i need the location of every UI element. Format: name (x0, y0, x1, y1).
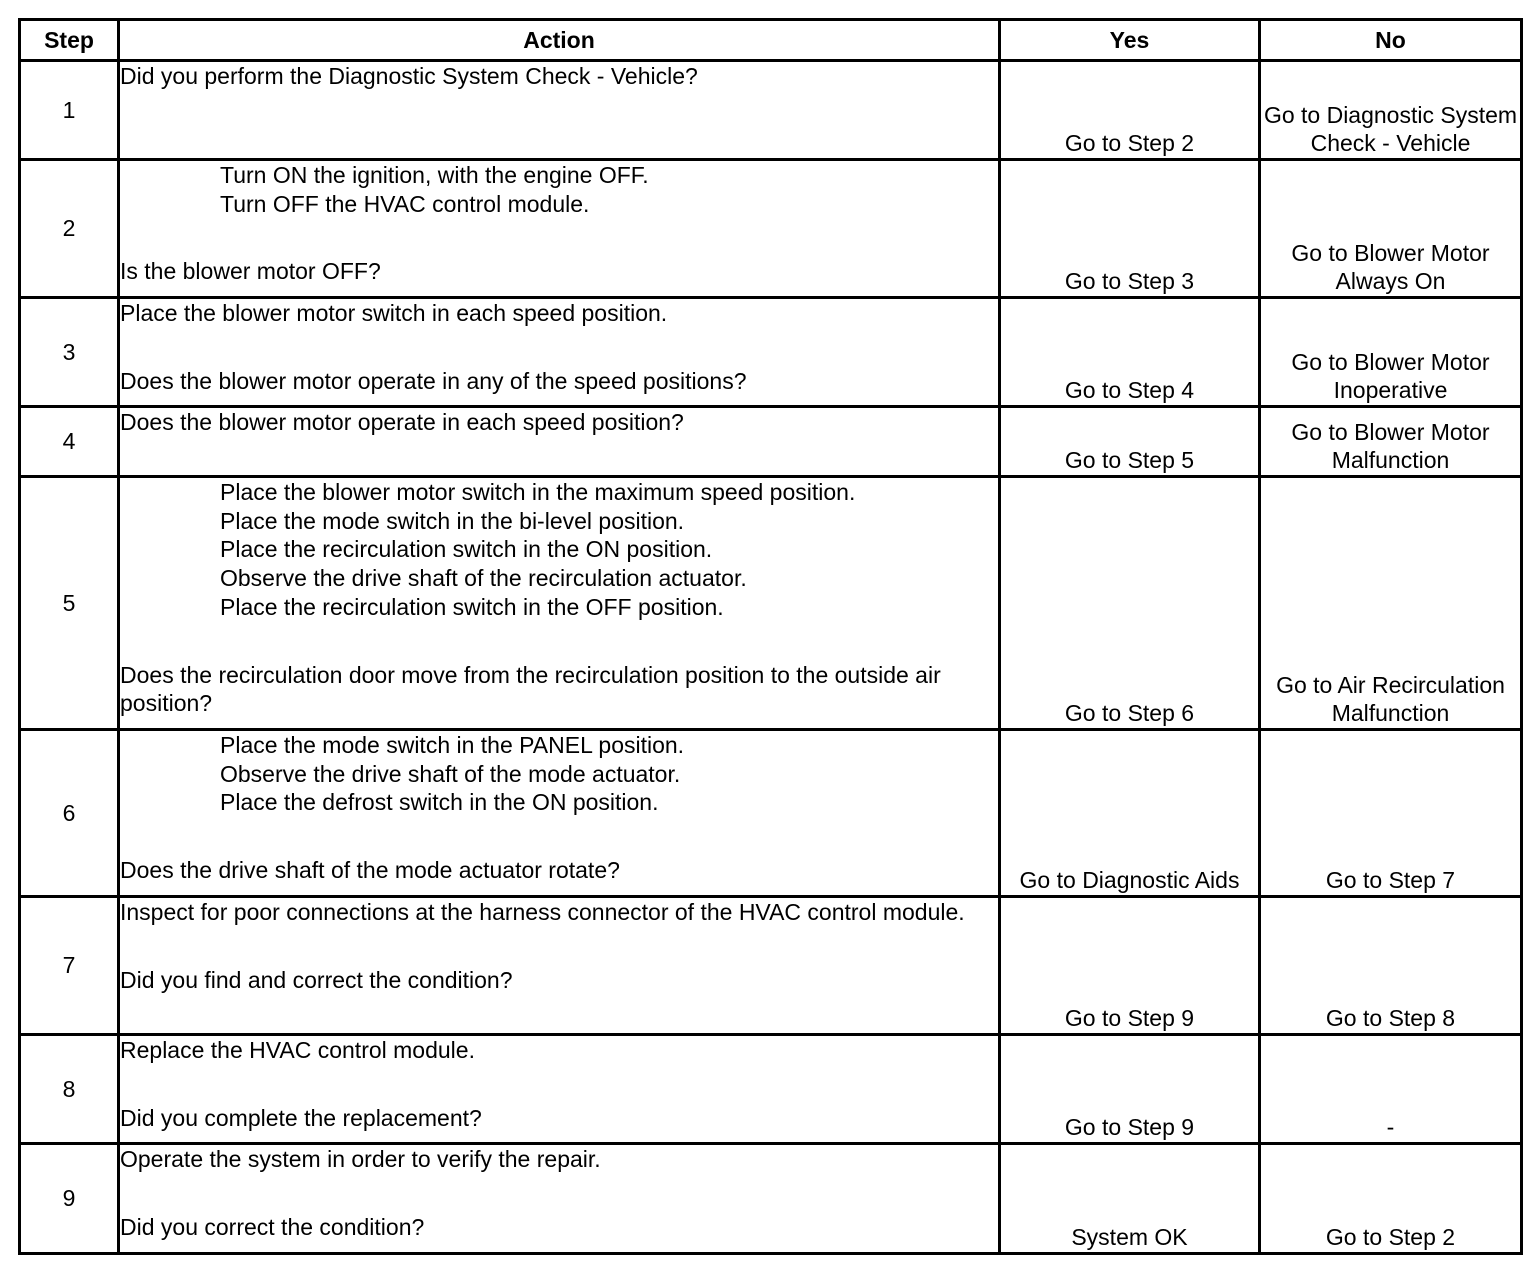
step-number: 5 (20, 477, 119, 730)
step-number: 1 (20, 61, 119, 160)
action-intro: Inspect for poor connections at the harness connector of the HVAC control module. (120, 899, 965, 925)
no-cell: Go to Blower Motor Malfunction (1260, 407, 1522, 477)
table-row (20, 407, 1522, 477)
action-question: Did you complete the replacement? (120, 1104, 482, 1131)
table-row (20, 730, 1522, 897)
step-number: 3 (20, 298, 119, 407)
action-cell (119, 897, 1000, 1035)
table-row (20, 477, 1522, 730)
action-bullet: Turn OFF the HVAC control module. (220, 190, 590, 217)
action-intro: Did you perform the Diagnostic System Check - Vehicle? (120, 63, 698, 89)
action-cell (119, 61, 1000, 160)
action-bullet: Turn ON the ignition, with the engine OFF. (220, 162, 649, 188)
table-row (20, 1144, 1522, 1254)
table-row (20, 298, 1522, 407)
action-cell (119, 1144, 1000, 1254)
table-row (20, 61, 1522, 160)
action-cell (119, 298, 1000, 407)
step-number: 2 (20, 160, 119, 298)
step-number: 7 (20, 897, 119, 1035)
step-number: 6 (20, 730, 119, 897)
action-cell (119, 407, 1000, 477)
yes-cell: Go to Step 5 (1000, 407, 1260, 477)
action-cell (119, 160, 1000, 298)
action-question: Is the blower motor OFF? (120, 258, 381, 285)
yes-cell: System OK (1000, 1144, 1260, 1254)
yes-cell: Go to Diagnostic Aids (1000, 730, 1260, 897)
action-cell (119, 477, 1000, 730)
header-step: Step (20, 20, 119, 61)
action-intro: Replace the HVAC control module. (120, 1037, 475, 1063)
action-bullet: Place the mode switch in the PANEL position. (220, 732, 685, 758)
no-cell: - (1260, 1035, 1522, 1144)
header-action: Action (119, 20, 1000, 61)
action-bullet: Place the mode switch in the bi-level position. (220, 507, 685, 534)
no-cell: Go to Step 8 (1260, 897, 1522, 1035)
action-question: Did you find and correct the condition? (120, 966, 513, 993)
action-intro: Does the blower motor operate in each speed position? (120, 409, 684, 435)
yes-cell: Go to Step 2 (1000, 61, 1260, 160)
action-bullet: Observe the drive shaft of the recirculation actuator. (220, 565, 747, 592)
action-bullet: Place the blower motor switch in the maximum speed position. (220, 479, 856, 505)
action-bullet: Observe the drive shaft of the mode actuator. (220, 760, 681, 787)
action-bullet: Place the recirculation switch in the ON position. (220, 536, 713, 563)
no-cell: Go to Blower Motor Inoperative (1260, 298, 1522, 407)
action-question: Did you correct the condition? (120, 1213, 425, 1240)
header-no: No (1260, 20, 1522, 61)
action-question: Does the recirculation door move from the recirculation position to the outside air position? (120, 661, 941, 717)
action-intro: Operate the system in order to verify the repair. (120, 1146, 601, 1172)
action-bullet: Place the defrost switch in the ON position. (220, 789, 659, 816)
step-number: 9 (20, 1144, 119, 1254)
action-intro: Place the blower motor switch in each speed position. (120, 300, 668, 326)
action-bullet: Place the recirculation switch in the OFF position. (220, 593, 724, 620)
yes-cell: Go to Step 9 (1000, 1035, 1260, 1144)
table-row (20, 1035, 1522, 1144)
no-cell: Go to Air Recirculation Malfunction (1260, 477, 1522, 730)
step-number: 4 (20, 407, 119, 477)
yes-cell: Go to Step 6 (1000, 477, 1260, 730)
yes-cell: Go to Step 4 (1000, 298, 1260, 407)
no-cell: Go to Diagnostic System Check - Vehicle (1260, 61, 1522, 160)
table-row (20, 897, 1522, 1035)
table-row (20, 160, 1522, 298)
action-question: Does the blower motor operate in any of the speed positions? (120, 367, 747, 394)
diagnostic-table (18, 18, 1523, 1255)
no-cell: Go to Step 7 (1260, 730, 1522, 897)
action-cell (119, 1035, 1000, 1144)
header-row (20, 20, 1522, 61)
no-cell: Go to Step 2 (1260, 1144, 1522, 1254)
no-cell: Go to Blower Motor Always On (1260, 160, 1522, 298)
action-cell (119, 730, 1000, 897)
yes-cell: Go to Step 9 (1000, 897, 1260, 1035)
action-question: Does the drive shaft of the mode actuator rotate? (120, 857, 620, 884)
header-yes: Yes (1000, 20, 1260, 61)
yes-cell: Go to Step 3 (1000, 160, 1260, 298)
step-number: 8 (20, 1035, 119, 1144)
